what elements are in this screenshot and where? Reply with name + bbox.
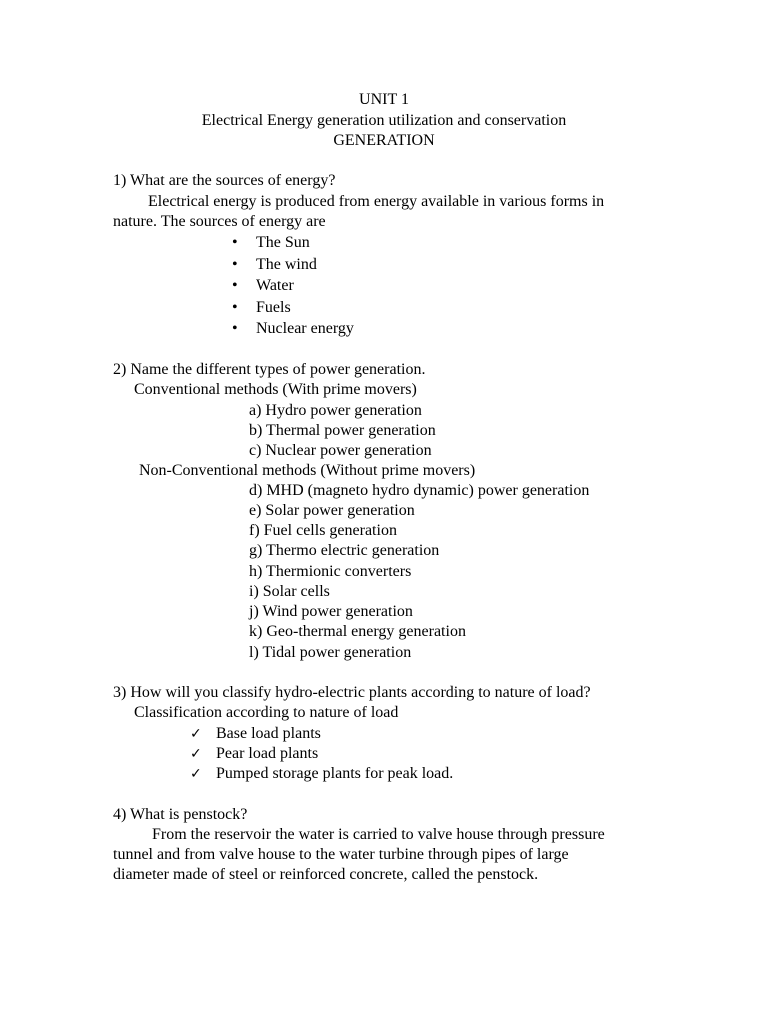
- bullet-icon: •: [232, 234, 238, 251]
- bullet-icon: •: [232, 299, 238, 316]
- list-item: f) Fuel cells generation: [249, 522, 397, 539]
- list-item: Base load plants: [216, 725, 321, 742]
- list-item: Fuels: [256, 299, 291, 316]
- list-item: l) Tidal power generation: [249, 644, 412, 661]
- checkmark-icon: ✓: [190, 726, 202, 742]
- subject-title: Electrical Energy generation utilization and conservation: [201, 112, 567, 129]
- list-item: c) Nuclear power generation: [249, 442, 432, 459]
- classification-heading: Classification according to nature of load: [134, 704, 399, 721]
- list-item: k) Geo-thermal energy generation: [249, 623, 466, 640]
- list-item: Water: [256, 277, 294, 294]
- list-item: Pumped storage plants for peak load.: [216, 765, 454, 782]
- answer-1-line-2: nature. The sources of energy are: [113, 213, 326, 230]
- list-item: j) Wind power generation: [249, 603, 413, 620]
- list-item: g) Thermo electric generation: [249, 542, 440, 559]
- list-item: a) Hydro power generation: [249, 402, 422, 419]
- bullet-icon: •: [232, 320, 238, 337]
- question-2: 2) Name the different types of power generation.: [113, 361, 426, 378]
- section-title: GENERATION: [333, 132, 435, 149]
- list-item: Nuclear energy: [256, 320, 354, 337]
- list-item: e) Solar power generation: [249, 502, 415, 519]
- checkmark-icon: ✓: [190, 766, 202, 782]
- list-item: h) Thermionic converters: [249, 563, 412, 580]
- question-4: 4) What is penstock?: [113, 806, 248, 823]
- unit-title: UNIT 1: [359, 91, 409, 108]
- answer-4-line-1: From the reservoir the water is carried to valve house through pressure: [152, 826, 605, 843]
- answer-4-line-3: diameter made of steel or reinforced concrete, called the penstock.: [113, 866, 539, 883]
- conventional-heading: Conventional methods (With prime movers): [134, 381, 417, 398]
- nonconventional-heading: Non-Conventional methods (Without prime movers): [139, 462, 476, 479]
- answer-1-line-1: Electrical energy is produced from energy available in various forms in: [148, 193, 605, 210]
- bullet-icon: •: [232, 277, 238, 294]
- checkmark-icon: ✓: [190, 746, 202, 762]
- bullet-icon: •: [232, 256, 238, 273]
- list-item: The Sun: [256, 234, 310, 251]
- list-item: b) Thermal power generation: [249, 422, 436, 439]
- list-item: d) MHD (magneto hydro dynamic) power generation: [249, 482, 590, 499]
- question-1: 1) What are the sources of energy?: [113, 172, 336, 189]
- question-3: 3) How will you classify hydro-electric plants according to nature of load?: [113, 684, 591, 701]
- list-item: i) Solar cells: [249, 583, 330, 600]
- list-item: Pear load plants: [216, 745, 319, 762]
- list-item: The wind: [256, 256, 317, 273]
- answer-4-line-2: tunnel and from valve house to the water turbine through pipes of large: [113, 846, 569, 863]
